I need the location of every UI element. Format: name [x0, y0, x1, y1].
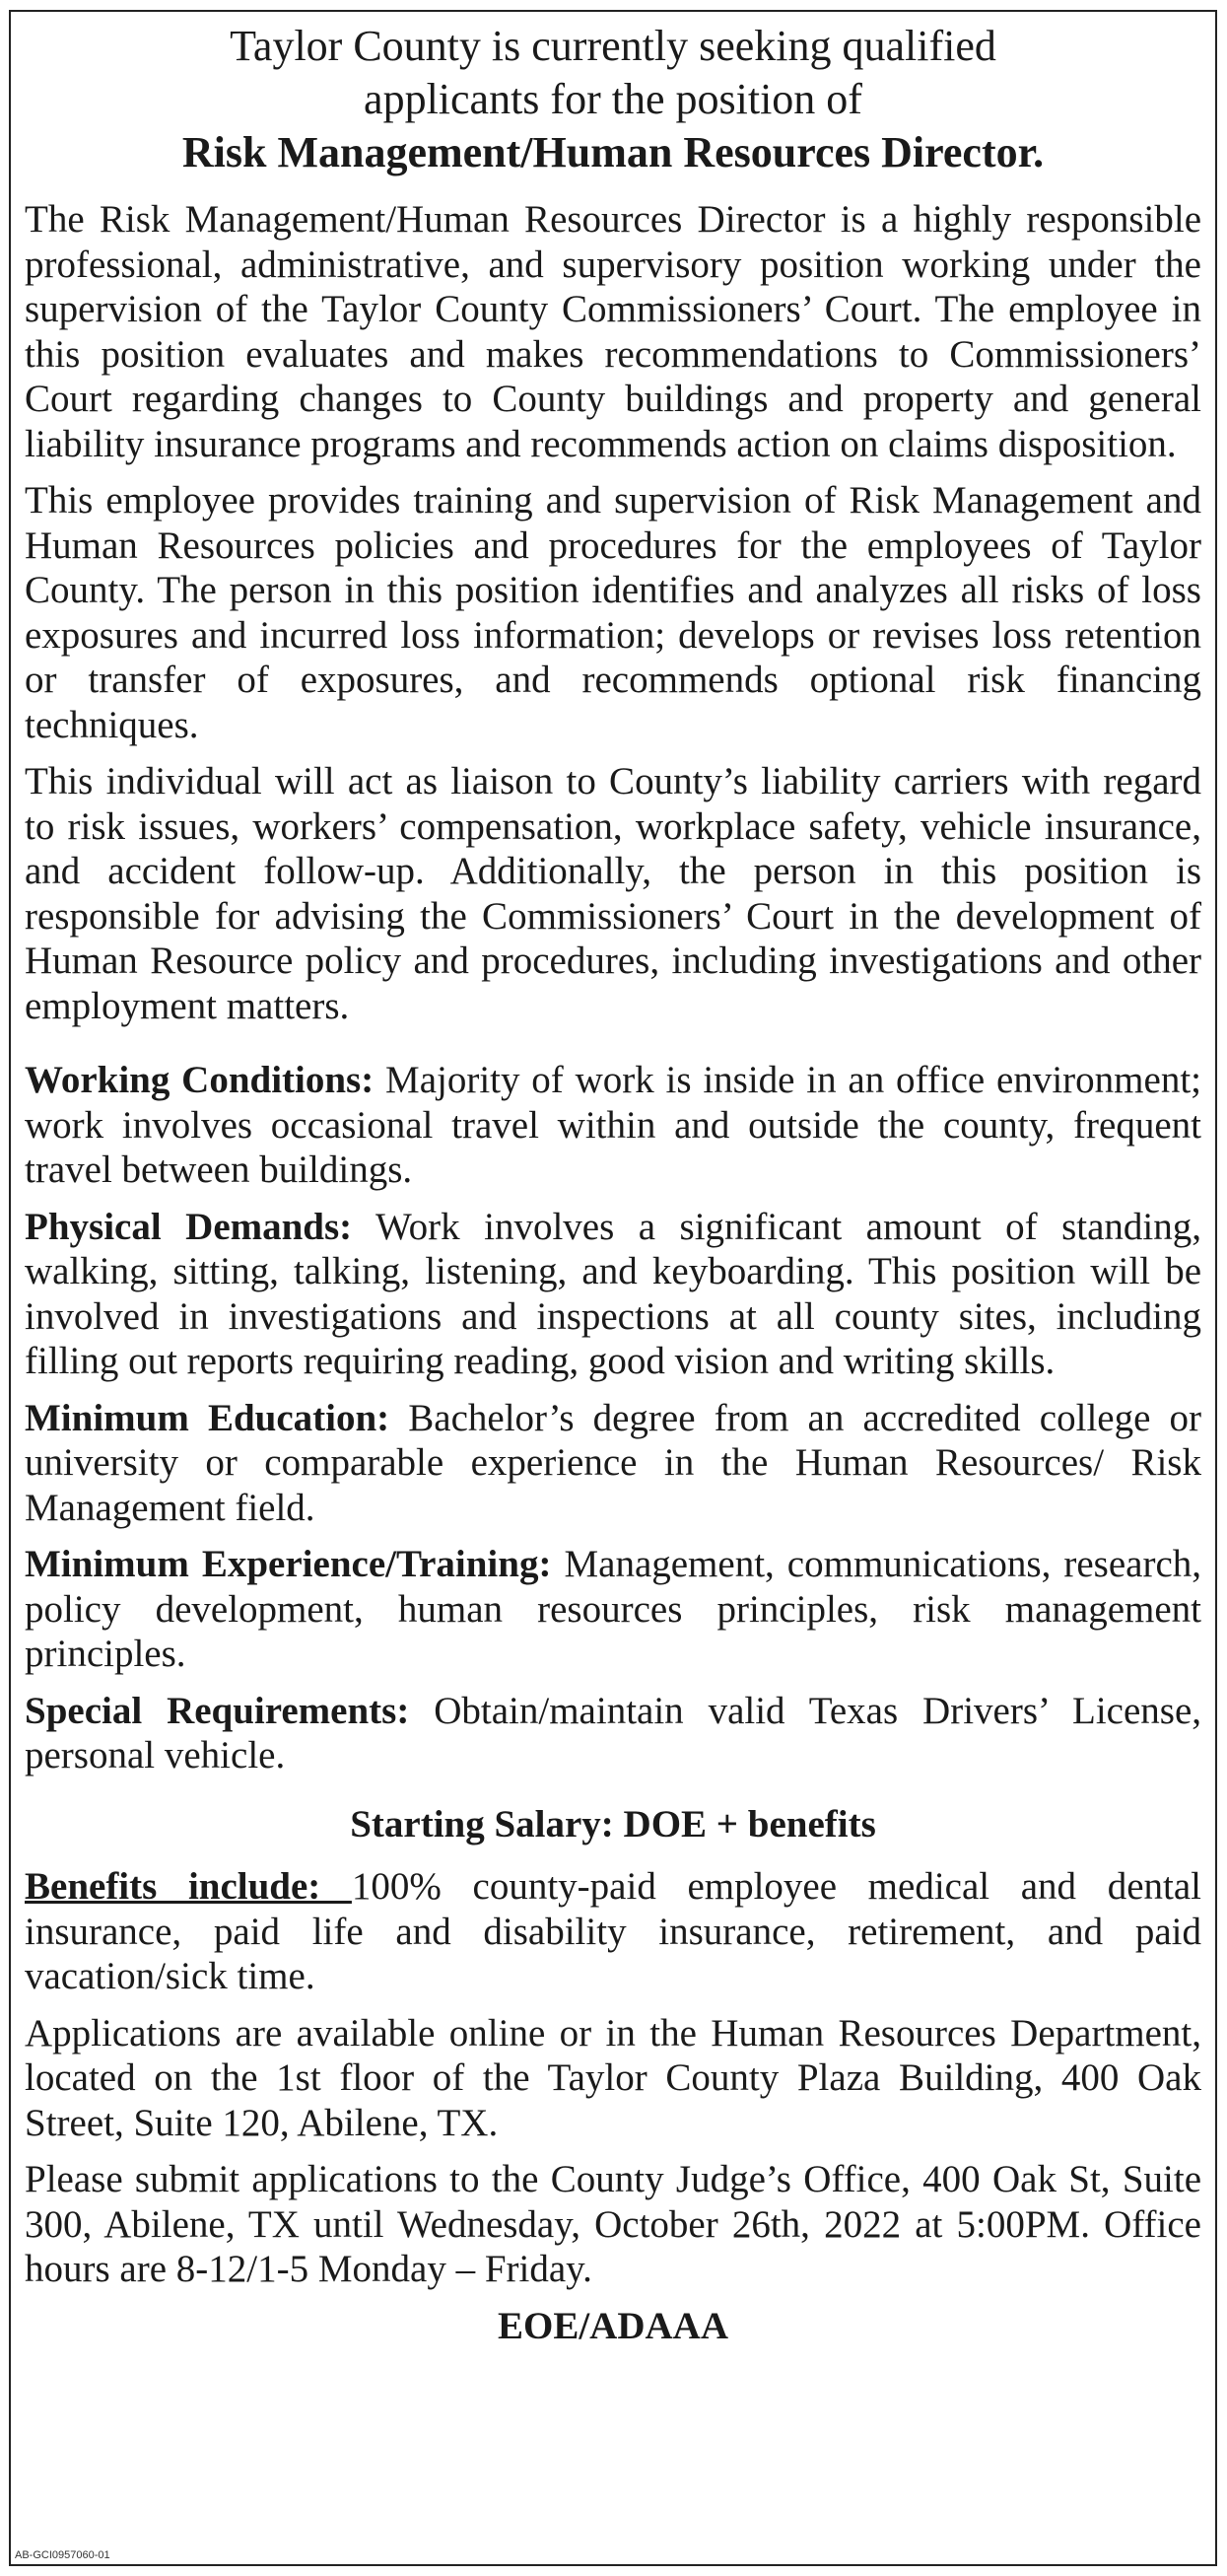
- special-requirements-text: Obtain/maintain valid Texas Drivers’ License, personal vehicle.: [25, 1689, 1202, 1776]
- special-requirements-label: Special Requirements:: [25, 1689, 410, 1732]
- starting-salary: Starting Salary: DOE + benefits: [350, 1802, 876, 1845]
- physical-demands: [25, 1205, 1201, 1384]
- working-conditions: [25, 1058, 1201, 1193]
- benefits-label: Benefits include:: [25, 1865, 352, 1908]
- benefits: [25, 1864, 1201, 1999]
- minimum-education: [25, 1396, 1201, 1531]
- benefits-text: 100% county-paid employee medical and dental insurance, paid life and disability insurance, retirement, and paid vacation/sick time.: [25, 1865, 1201, 1997]
- working-conditions-label: Working Conditions:: [25, 1059, 375, 1101]
- working-conditions-text: Majority of work is inside in an office environment; work involves occasional travel within and outside the county, frequent travel between buildings.: [25, 1059, 1201, 1191]
- headline-line-2: applicants for the position of: [364, 75, 862, 123]
- headline-line-1: Taylor County is currently seeking qualified: [230, 22, 996, 70]
- ad-code: AB-GCI0957060-01: [15, 2549, 110, 2561]
- applications-paragraph: Applications are available online or in the Human Resources Department, located on the 1st floor of the Taylor County Plaza Building, 400 Oak Street, Suite 120, Abilene, TX.: [25, 2011, 1201, 2144]
- headline: [25, 20, 1201, 179]
- intro-paragraph-2: This employee provides training and supervision of Risk Management and Human Resources policies and procedures for the employees of Taylor County. The person in this position identifies and analyzes all risks of loss exposures and incurred loss information; develops or revises loss retention or transfer of exposures, and recommends optional risk financing techniques.: [25, 479, 1201, 746]
- special-requirements: [25, 1689, 1201, 1778]
- position-title: Risk Management/Human Resources Director.: [181, 128, 1045, 176]
- minimum-experience-label: Minimum Experience/Training:: [25, 1543, 552, 1585]
- intro-paragraph-1: The Risk Management/Human Resources Director is a highly responsible professional, administrative, and supervisory position working under the supervision of the Taylor County Commissioners’ Court. The employee in this position evaluates and makes recommendations to Commissioners’ Court regarding changes to County buildings and property and general liability insurance programs and recommends action on claims disposition.: [25, 198, 1201, 465]
- physical-demands-text: Work involves a significant amount of standing, walking, sitting, talking, listening, and keyboarding. This position will be involved in investigations and inspections at all county sites, including filling out reports requiring reading, good vision and writing skills.: [25, 1205, 1201, 1382]
- minimum-education-text: Bachelor’s degree from an accredited college or university or comparable experience in the Human Resources/ Risk Management field.: [25, 1396, 1201, 1529]
- intro-paragraph-3: This individual will act as liaison to County’s liability carriers with regard to risk issues, workers’ compensation, workplace safety, vehicle insurance, and accident follow-up. Additionally, the person in this position is responsible for advising the Commissioners’ Court in the development of Human Resource policy and procedures, including investigations and other employment matters.: [25, 760, 1201, 1027]
- eoe-footer: EOE/ADAAA: [497, 2304, 729, 2347]
- minimum-education-label: Minimum Education:: [25, 1396, 390, 1439]
- physical-demands-label: Physical Demands:: [25, 1205, 353, 1248]
- ad-content: [25, 20, 1201, 2348]
- submit-paragraph: Please submit applications to the County Judge’s Office, 400 Oak St, Suite 300, Abilene, TX until Wednesday, October 26th, 2022 at 5:00PM. Office hours are 8-12/1-5 Monday – Friday.: [25, 2158, 1201, 2290]
- minimum-experience-text: Management, communications, research, policy development, human resources principles, risk management principles.: [25, 1543, 1201, 1675]
- job-advertisement: [9, 10, 1217, 2566]
- minimum-experience: [25, 1542, 1201, 1677]
